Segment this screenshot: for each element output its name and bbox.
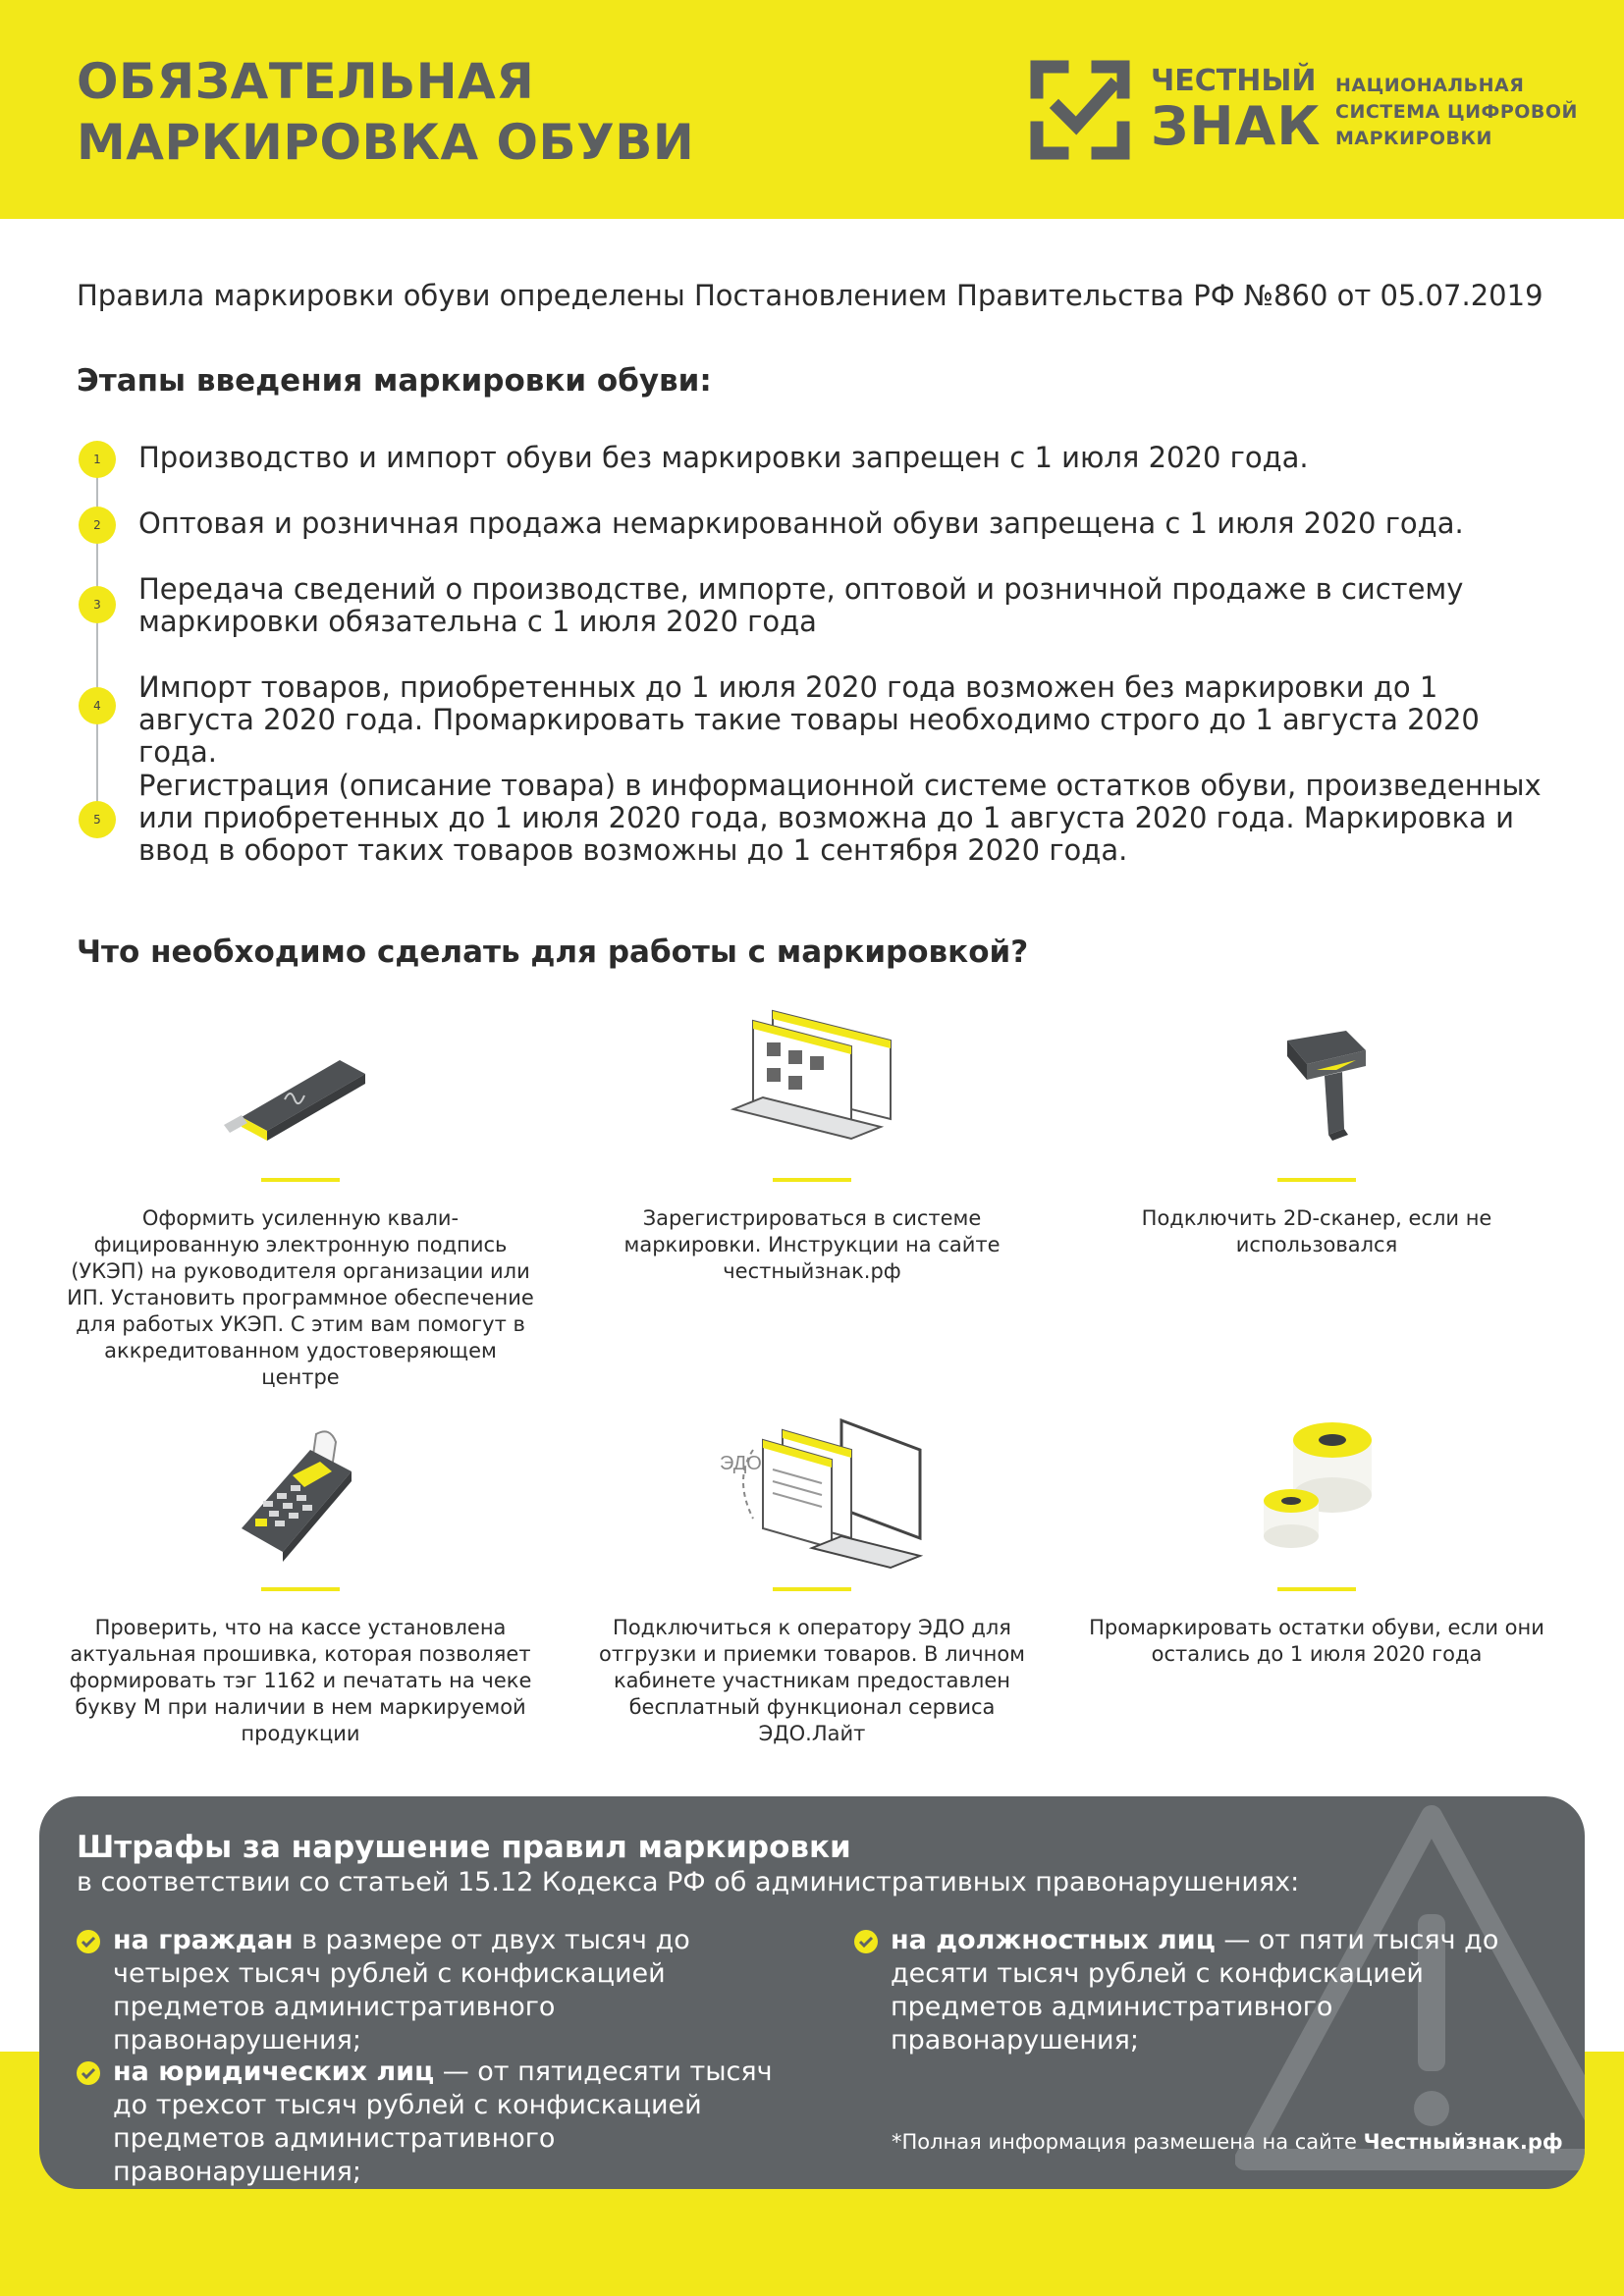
todo-heading: Что необходимо сделать для работы с маркировкой? [77,934,1029,970]
usb-token-icon [183,1001,418,1178]
stage-number: 2 [79,507,116,544]
card-divider [773,1587,851,1591]
footnote [892,2130,1563,2154]
stage-text: Импорт товаров, приобретенных до 1 июля 2020 года возможен без маркировки до 1 августа 2020 года. Промаркировать такие товары необходимо строго до 1 августа 2020 года. [138,670,1480,769]
fine-subject: на юридических лиц [113,2056,435,2087]
todo-card-signature [65,1001,536,1394]
page-title-line1: ОБЯЗАТЕЛЬНАЯ [77,53,535,110]
barcode-scanner-icon [1199,1001,1435,1178]
laptop-documents-icon [694,1001,930,1178]
logo-tagline [1335,73,1578,152]
todo-card-labels [1081,1411,1552,1803]
card-divider [261,1178,340,1182]
header-band [0,0,1624,219]
footnote-text: *Полная информация размешена на сайте [892,2130,1364,2154]
fine-text [113,2056,781,2189]
todo-card-edo [576,1411,1048,1803]
logo-tagline-line1: НАЦИОНАЛЬНАЯ [1335,75,1525,96]
stage-number: 4 [79,687,116,724]
check-circle-icon [77,1930,100,1953]
fine-description: — от пятидесяти тысяч до трехсот тысяч рублей с конфискацией предметов административного правонарушения; [113,2056,773,2187]
todo-card-text: Подключиться к оператору ЭДО для отгрузки и приемки товаров. В личном кабинете участникам предоставлен бесплатный функционал сервиса ЭДО.Лайт [598,1616,1026,1745]
footnote-site-link[interactable]: Честныйзнак.рф [1363,2130,1563,2154]
logo-name-line1: ЧЕСТНЫЙ [1151,64,1317,98]
fine-text [113,1924,781,2057]
rules-text: Правила маркировки обуви определены Постановлением Правительства РФ №860 от 05.07.2019 [77,279,1543,312]
fine-text [891,1924,1558,2057]
cash-register-icon [183,1411,418,1587]
edo-laptop-icon [694,1411,930,1587]
todo-card-text: Оформить усиленную квали-фицированную электронную подпись (УКЭП) на руководителя организации или ИП. Установить программное обеспечение для работых УКЭП. С этим вам помогут в аккредитованном удостоверяющем центре [67,1206,534,1389]
stages-heading: Этапы введения маркировки обуви: [77,363,712,399]
logo-name-line2: ЗНАК [1151,95,1322,157]
stage-text: Передача сведений о производстве, импорте, оптовой и розничной продаже в систему маркировки обязательна с 1 июля 2020 года [138,572,1464,638]
todo-card-text: Проверить, что на кассе установлена актуальная прошивка, которая позволяет формировать тэг 1162 и печатать на чеке букву М при наличии в нем маркируемой продукции [69,1616,532,1745]
logo-name [1151,65,1322,155]
todo-card-text: Промаркировать остатки обуви, если они остались до 1 июля 2020 года [1089,1616,1544,1666]
page-title-line2: МАРКИРОВКА ОБУВИ [77,114,695,171]
check-circle-icon [854,1930,878,1953]
logo-tagline-line2: СИСТЕМА ЦИФРОВОЙ [1335,101,1578,123]
todo-card-registration [576,1001,1048,1394]
card-divider [261,1587,340,1591]
todo-card-text: Подключить 2D-сканер, если не использовался [1141,1206,1492,1256]
stage-text: Регистрация (описание товара) в информационной системе остатков обуви, произведенных или приобретенных до 1 июля 2020 года, возможна до 1 августа 2020 года. Маркировка и ввод в оборот таких товаров возможны до 1 сентября 2020 года. [138,769,1542,867]
edo-label: ЭДО [720,1453,762,1474]
stage-number: 1 [79,441,116,478]
todo-card-scanner [1081,1001,1552,1394]
logo-tagline-line3: МАРКИРОВКИ [1335,128,1492,149]
fine-subject: на должностных лиц [891,1925,1216,1955]
stage-text: Оптовая и розничная продажа немаркированной обуви запрещена с 1 июля 2020 года. [138,507,1464,540]
stage-text: Производство и импорт обуви без маркировки запрещен с 1 июля 2020 года. [138,441,1309,474]
fine-description: в размере от двух тысяч до четырех тысяч рублей с конфискацией предметов административного правонарушения; [113,1925,690,2056]
stage-number: 5 [79,801,116,838]
todo-card-text: Зарегистрироваться в системе маркировки. Инструкции на сайте честныйзнак.рф [623,1206,1001,1283]
checkmark-frame-icon [1029,59,1131,161]
fines-subtitle: в соответствии со статьей 15.12 Кодекса РФ об административных правонарушениях: [77,1867,1300,1897]
chestny-znak-logo [1029,59,1579,167]
todo-card-cashbox [65,1411,536,1803]
fine-description: — от пяти тысяч до десяти тысяч рублей с конфискацией предметов административного правонарушения; [891,1925,1499,2056]
stage-number: 3 [79,586,116,623]
check-circle-icon [77,2061,100,2085]
card-divider [1277,1587,1356,1591]
fines-title: Штрафы за нарушение правил маркировки [77,1830,851,1865]
label-rolls-icon [1199,1411,1435,1587]
fines-panel [39,1796,1585,2189]
card-divider [773,1178,851,1182]
page-title [77,51,694,173]
fine-subject: на граждан [113,1925,294,1955]
card-divider [1277,1178,1356,1182]
